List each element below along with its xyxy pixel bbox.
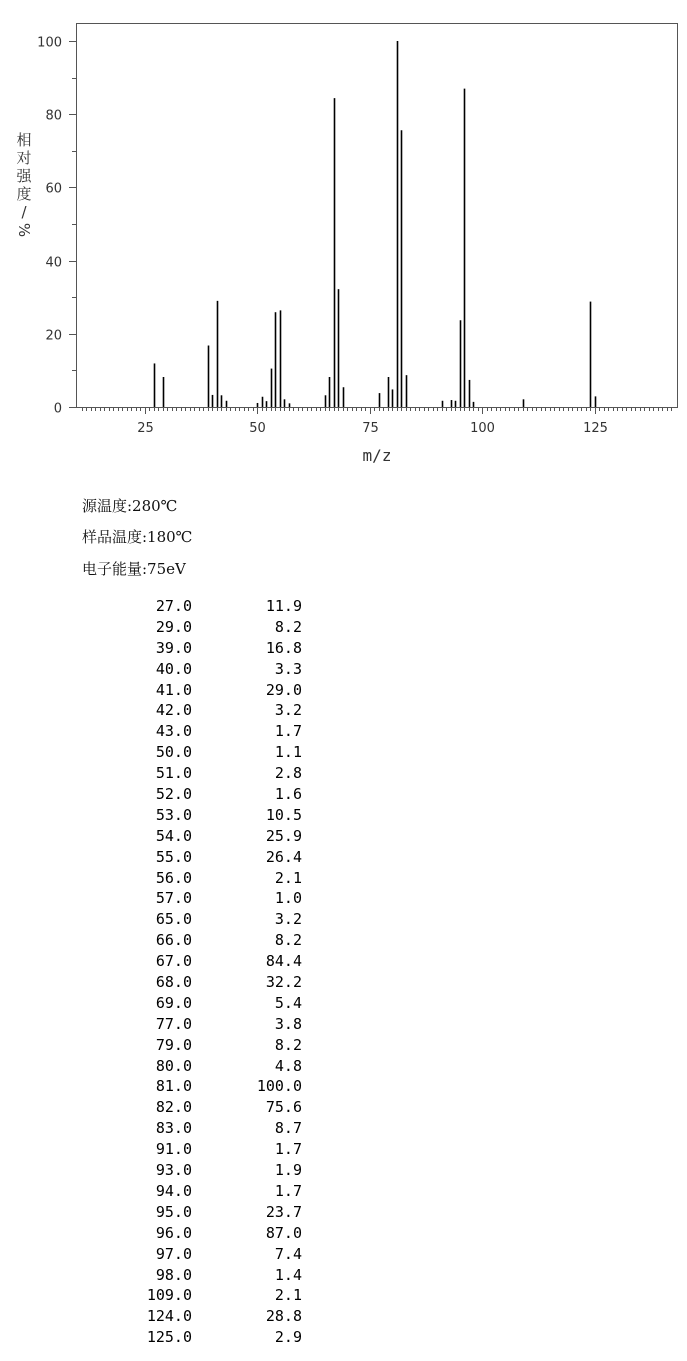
table-row — [132, 826, 302, 847]
y-axis-label — [14, 131, 34, 239]
intensity-value: 29.0 — [265, 680, 302, 699]
mz-value: 41.0 — [155, 680, 192, 699]
intensity-value: 1.7 — [274, 722, 302, 741]
y-axis-label-char: % — [15, 222, 33, 238]
table-row — [132, 659, 302, 680]
table-row — [132, 993, 302, 1014]
intensity-value: 25.9 — [265, 826, 302, 845]
mz-value: 109.0 — [146, 1286, 192, 1305]
mz-value: 93.0 — [155, 1161, 192, 1180]
intensity-value: 1.6 — [274, 785, 302, 804]
table-row — [132, 680, 302, 701]
mz-value: 55.0 — [155, 847, 192, 866]
table-row — [132, 1118, 302, 1139]
y-axis-ticks — [37, 36, 77, 417]
x-tick-label: 100 — [470, 421, 495, 436]
source-temperature: 源温度:280℃ — [82, 497, 178, 515]
intensity-value: 1.0 — [274, 889, 302, 908]
intensity-value: 16.8 — [265, 638, 302, 657]
table-row — [132, 1223, 302, 1244]
table-row — [132, 1139, 302, 1160]
mz-value: 80.0 — [155, 1056, 192, 1075]
mz-value: 29.0 — [155, 617, 192, 636]
table-row — [132, 700, 302, 721]
intensity-value: 10.5 — [265, 805, 302, 824]
table-row — [132, 742, 302, 763]
table-row — [132, 951, 302, 972]
mz-value: 81.0 — [155, 1077, 192, 1096]
intensity-value: 8.2 — [274, 931, 302, 950]
mz-value: 57.0 — [155, 889, 192, 908]
mz-value: 56.0 — [155, 868, 192, 887]
table-row — [132, 784, 302, 805]
intensity-value: 2.1 — [274, 868, 302, 887]
table-row — [132, 763, 302, 784]
intensity-value: 11.9 — [265, 597, 302, 615]
intensity-value: 84.4 — [265, 952, 302, 971]
sample-temperature: 样品温度:180℃ — [82, 528, 193, 546]
intensity-value: 100.0 — [256, 1077, 302, 1096]
table-row — [132, 1160, 302, 1181]
x-tick-label: 75 — [362, 421, 379, 436]
table-row — [132, 1327, 302, 1348]
mz-value: 97.0 — [155, 1244, 192, 1263]
table-row — [132, 805, 302, 826]
y-tick-label: 80 — [45, 108, 62, 124]
mz-value: 124.0 — [146, 1307, 192, 1326]
intensity-value: 2.1 — [274, 1286, 302, 1305]
y-tick-label: 40 — [45, 255, 62, 271]
mz-value: 94.0 — [155, 1181, 192, 1200]
intensity-value: 2.9 — [274, 1328, 302, 1347]
mz-value: 65.0 — [155, 910, 192, 929]
y-tick-label: 20 — [45, 328, 62, 344]
y-axis-label-char: 度 — [16, 185, 32, 203]
table-row — [132, 847, 302, 868]
y-axis-label-char: 强 — [16, 167, 32, 185]
intensity-value: 23.7 — [265, 1202, 302, 1221]
mz-value: 125.0 — [146, 1328, 192, 1347]
table-row — [132, 638, 302, 659]
intensity-value: 3.2 — [274, 701, 302, 720]
table-row — [132, 1014, 302, 1035]
mz-value: 42.0 — [155, 701, 192, 720]
table-row — [132, 1056, 302, 1077]
intensity-value: 26.4 — [265, 847, 302, 866]
intensity-value: 2.8 — [274, 764, 302, 783]
table-row — [132, 1076, 302, 1097]
x-axis-ticks — [137, 407, 608, 436]
mz-value: 51.0 — [155, 764, 192, 783]
mz-value: 50.0 — [155, 743, 192, 762]
table-row — [132, 1035, 302, 1056]
intensity-value: 4.8 — [274, 1056, 302, 1075]
intensity-value: 8.2 — [274, 1035, 302, 1054]
peak-table — [132, 596, 302, 1348]
mass-spectrum-chart — [0, 0, 687, 475]
y-axis-label-char: 相 — [16, 131, 32, 149]
intensity-value: 1.1 — [274, 743, 302, 762]
y-tick-label: 0 — [53, 401, 62, 417]
table-row — [132, 888, 302, 909]
table-row — [132, 1244, 302, 1265]
mz-value: 67.0 — [155, 952, 192, 971]
spectrum-peaks — [155, 41, 596, 407]
mz-value: 39.0 — [155, 638, 192, 657]
x-tick-label: 25 — [137, 421, 154, 436]
mz-value: 54.0 — [155, 826, 192, 845]
intensity-value: 5.4 — [274, 993, 302, 1012]
intensity-value: 7.4 — [274, 1244, 302, 1263]
table-row — [132, 596, 302, 617]
x-axis-label: m/z — [362, 446, 392, 465]
mz-value: 40.0 — [155, 659, 192, 678]
mz-value: 43.0 — [155, 722, 192, 741]
intensity-value: 1.4 — [274, 1265, 302, 1284]
intensity-value: 75.6 — [265, 1098, 302, 1117]
intensity-value: 8.2 — [274, 617, 302, 636]
electron-energy: 电子能量:75eV — [82, 560, 186, 578]
mz-value: 53.0 — [155, 805, 192, 824]
mz-value: 79.0 — [155, 1035, 192, 1054]
intensity-value: 28.8 — [265, 1307, 302, 1326]
table-row — [132, 1181, 302, 1202]
table-row — [132, 1202, 302, 1223]
table-row — [132, 1285, 302, 1306]
table-row — [132, 617, 302, 638]
table-row — [132, 1265, 302, 1286]
y-axis-label-char: / — [21, 203, 27, 221]
mz-value: 98.0 — [155, 1265, 192, 1284]
intensity-value: 1.9 — [274, 1161, 302, 1180]
mz-value: 77.0 — [155, 1014, 192, 1033]
intensity-value: 1.7 — [274, 1140, 302, 1159]
mz-value: 83.0 — [155, 1119, 192, 1138]
intensity-value: 1.7 — [274, 1181, 302, 1200]
table-row — [132, 721, 302, 742]
intensity-value: 3.8 — [274, 1014, 302, 1033]
mz-value: 96.0 — [155, 1223, 192, 1242]
y-tick-label: 100 — [37, 35, 62, 51]
mz-value: 52.0 — [155, 785, 192, 804]
intensity-value: 8.7 — [274, 1119, 302, 1138]
table-row — [132, 1097, 302, 1118]
x-tick-label: 50 — [249, 421, 266, 436]
mz-value: 95.0 — [155, 1202, 192, 1221]
intensity-value: 3.3 — [274, 659, 302, 678]
mz-value: 66.0 — [155, 931, 192, 950]
mz-value: 27.0 — [155, 597, 192, 615]
y-tick-label: 60 — [45, 181, 62, 197]
intensity-value: 32.2 — [265, 973, 302, 992]
table-row — [132, 909, 302, 930]
x-tick-label: 125 — [583, 421, 608, 436]
mz-value: 91.0 — [155, 1140, 192, 1159]
intensity-value: 3.2 — [274, 910, 302, 929]
table-row — [132, 930, 302, 951]
table-row — [132, 868, 302, 889]
y-axis-label-char: 对 — [16, 149, 32, 167]
mz-value: 68.0 — [155, 973, 192, 992]
plot-frame — [77, 24, 678, 408]
table-row — [132, 1306, 302, 1327]
intensity-value: 87.0 — [265, 1223, 302, 1242]
table-row — [132, 972, 302, 993]
mz-value: 69.0 — [155, 993, 192, 1012]
mz-value: 82.0 — [155, 1098, 192, 1117]
